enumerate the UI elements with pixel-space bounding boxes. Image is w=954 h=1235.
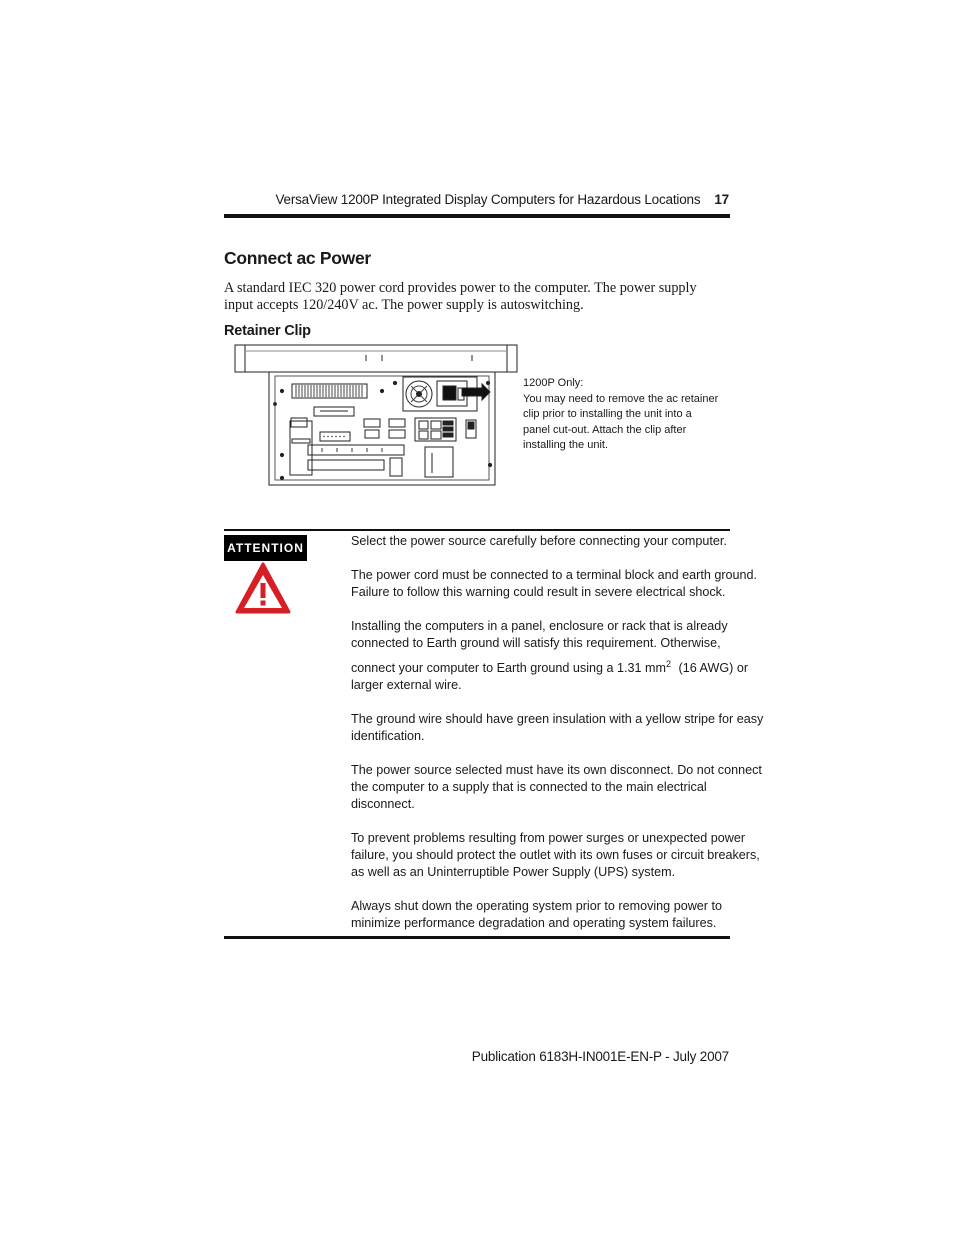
paragraph-line: A standard IEC 320 power cord provides power to the computer. The power supply <box>224 280 697 296</box>
attention-line: The power cord must be connected to a terminal block and earth ground. <box>351 568 758 582</box>
callout-line: installing the unit. <box>523 439 608 451</box>
attention-line: Failure to follow this warning could result in severe electrical shock. <box>351 585 726 599</box>
attention-line: failure, you should protect the outlet with its own fuses or circuit breakers, <box>351 848 760 862</box>
section-paragraph <box>224 280 730 314</box>
attention-top-rule <box>224 529 730 531</box>
callout-line: panel cut-out. Attach the clip after <box>523 423 687 436</box>
attention-line: larger external wire. <box>351 678 462 692</box>
computer-rear-view-illustration <box>232 343 520 488</box>
attention-line: The power source selected must have its own disconnect. Do not connect <box>351 763 762 777</box>
attention-paragraph <box>351 533 731 550</box>
attention-line: Select the power source carefully before connecting your computer. <box>351 534 727 548</box>
attention-line: To prevent problems resulting from power surges or unexpected power <box>351 831 746 845</box>
attention-line: connected to Earth ground will satisfy this requirement. Otherwise, <box>351 636 721 650</box>
callout-line: clip prior to installing the unit into a <box>523 408 692 420</box>
attention-line-text: (16 AWG) or <box>678 661 749 675</box>
attention-badge: ATTENTION <box>224 535 307 561</box>
attention-line-text: connect your computer to Earth ground using a 1.31 mm <box>351 661 667 675</box>
attention-paragraph <box>351 898 731 932</box>
running-header <box>224 192 729 207</box>
attention-line: disconnect. <box>351 797 415 811</box>
paragraph-line: input accepts 120/240V ac. The power supply is autoswitching. <box>224 297 584 313</box>
section-title: Connect ac Power <box>224 248 371 268</box>
header-rule <box>224 214 730 218</box>
page-number: 17 <box>714 192 729 207</box>
superscript: 2 <box>666 659 672 669</box>
attention-line: identification. <box>351 729 425 743</box>
attention-line: as well as an Uninterruptible Power Supply (UPS) system. <box>351 865 676 879</box>
attention-paragraph <box>351 830 760 881</box>
attention-paragraph <box>351 762 762 813</box>
callout-line: You may need to remove the ac retainer <box>523 392 719 405</box>
callout-line: 1200P Only: <box>523 377 584 389</box>
attention-paragraph <box>351 618 749 694</box>
attention-text <box>351 533 764 932</box>
figure-callout <box>523 376 718 454</box>
attention-line <box>351 656 749 677</box>
attention-line: minimize performance degradation and operating system failures. <box>351 916 717 930</box>
attention-line: Always shut down the operating system prior to removing power to <box>351 899 722 913</box>
attention-line: the computer to a supply that is connected to the main electrical <box>351 780 707 794</box>
attention-paragraph <box>351 711 764 745</box>
attention-paragraph <box>351 567 758 601</box>
warning-triangle-icon <box>234 561 292 615</box>
attention-line: The ground wire should have green insulation with a yellow stripe for easy <box>351 712 764 726</box>
publication-footer: Publication 6183H-IN001E-EN-P - July 2007 <box>471 1049 729 1064</box>
figure-title: Retainer Clip <box>224 323 311 339</box>
attention-bottom-rule <box>224 936 730 939</box>
running-title: VersaView 1200P Integrated Display Computers for Hazardous Locations <box>275 192 701 207</box>
attention-line: Installing the computers in a panel, enclosure or rack that is already <box>351 619 728 633</box>
